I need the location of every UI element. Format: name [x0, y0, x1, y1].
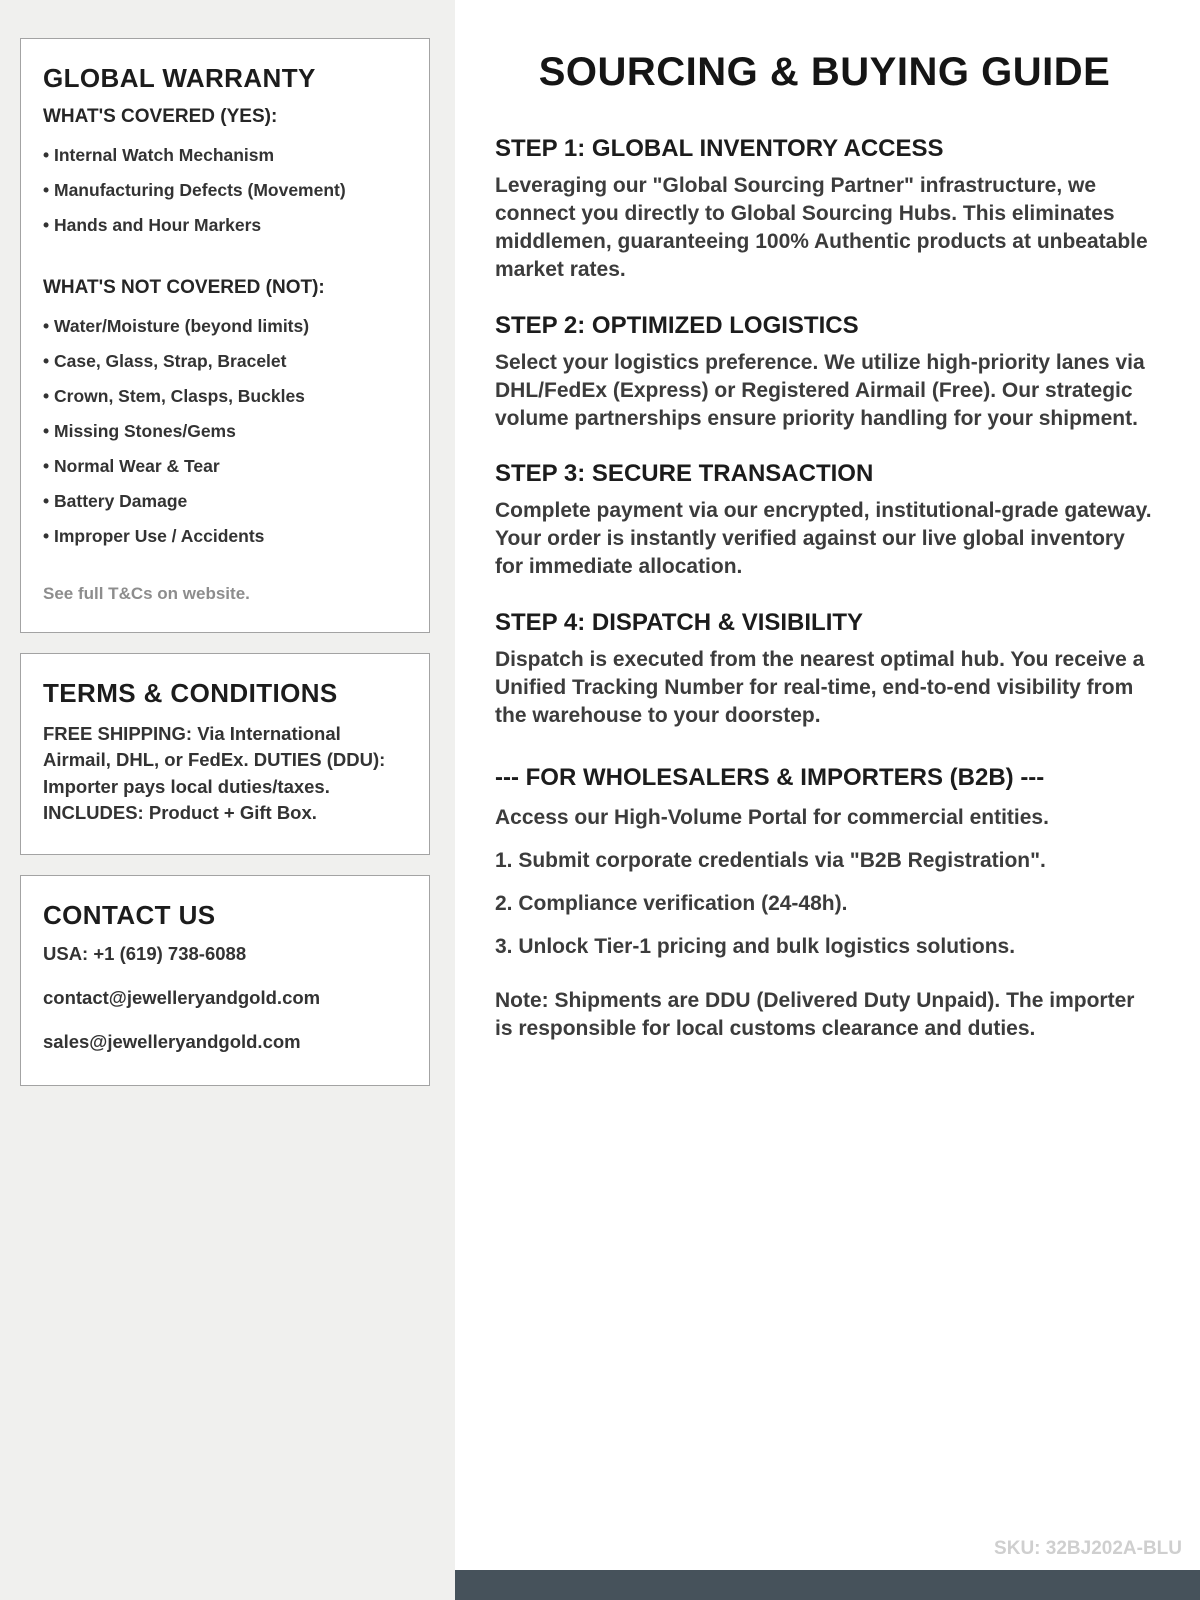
- list-item: • Water/Moisture (beyond limits): [43, 309, 405, 344]
- warranty-not-covered-title: WHAT'S NOT COVERED (NOT):: [43, 277, 325, 298]
- step-3-heading: STEP 3: SECURE TRANSACTION: [495, 460, 874, 488]
- warranty-covered-list: [43, 138, 405, 243]
- list-item: • Hands and Hour Markers: [43, 208, 405, 243]
- b2b-section: [495, 764, 1154, 1043]
- warranty-covered-title: WHAT'S COVERED (YES):: [43, 106, 278, 127]
- terms-panel: [20, 653, 430, 855]
- warranty-footnote: See full T&Cs on website.: [43, 584, 250, 603]
- contact-phone: USA: +1 (619) 738-6088: [43, 943, 247, 965]
- b2b-note: Note: Shipments are DDU (Delivered Duty Unpaid). The importer is responsible for local customs clearance and duties.: [495, 988, 1135, 1040]
- b2b-item-1: 1. Submit corporate credentials via "B2B Registration".: [495, 848, 1046, 872]
- b2b-intro: Access our High-Volume Portal for commercial entities.: [495, 805, 1049, 829]
- step-1-heading: STEP 1: GLOBAL INVENTORY ACCESS: [495, 135, 944, 162]
- step-1-body: Leveraging our "Global Sourcing Partner" infrastructure, we connect you directly to Global Sourcing Hubs. This eliminates middlemen, guaranteeing 100% Authentic products at unbeatable market rates.: [495, 174, 1148, 281]
- step-2-heading: STEP 2: OPTIMIZED LOGISTICS: [495, 311, 859, 339]
- step-1: [495, 135, 1154, 284]
- contact-email-sales: sales@jewelleryandgold.com: [43, 1031, 301, 1053]
- page-title: SOURCING & BUYING GUIDE: [538, 50, 1111, 94]
- sku-label: SKU: 32BJ202A-BLU: [994, 1538, 1182, 1559]
- footer-bar: [455, 1570, 1200, 1600]
- list-item: • Missing Stones/Gems: [43, 414, 405, 449]
- step-4-heading: STEP 4: DISPATCH & VISIBILITY: [495, 609, 864, 637]
- list-item: • Case, Glass, Strap, Bracelet: [43, 344, 405, 379]
- b2b-heading: --- FOR WHOLESALERS & IMPORTERS (B2B) ---: [495, 763, 1045, 791]
- warranty-not-covered-list: [43, 309, 405, 554]
- contact-email: contact@jewelleryandgold.com: [43, 987, 321, 1009]
- list-item: • Improper Use / Accidents: [43, 519, 405, 554]
- step-4: [495, 609, 1154, 730]
- list-item: • Internal Watch Mechanism: [43, 138, 405, 173]
- contact-panel: [20, 875, 430, 1086]
- list-item: • Battery Damage: [43, 484, 405, 519]
- sidebar: [0, 0, 455, 1600]
- step-2: [495, 312, 1154, 433]
- list-item: • Manufacturing Defects (Movement): [43, 173, 405, 208]
- warranty-panel: [20, 38, 430, 633]
- terms-body: FREE SHIPPING: Via International Airmail, DHL, or FedEx. DUTIES (DDU): Importer pays local duties/taxes. INCLUDES: Product + Gift Box.: [43, 723, 386, 823]
- list-item: • Normal Wear & Tear: [43, 449, 405, 484]
- b2b-item-2: 2. Compliance verification (24-48h).: [495, 891, 848, 915]
- b2b-item-3: 3. Unlock Tier-1 pricing and bulk logistics solutions.: [495, 934, 1016, 958]
- step-2-body: Select your logistics preference. We utilize high-priority lanes via DHL/FedEx (Express) or Registered Airmail (Free). Our strategic volume partnerships ensure priority handling for your shipment.: [495, 350, 1145, 430]
- step-4-body: Dispatch is executed from the nearest optimal hub. You receive a Unified Tracking Number for real-time, end-to-end visibility from the warehouse to your doorstep.: [495, 648, 1145, 728]
- step-3-body: Complete payment via our encrypted, institutional-grade gateway. Your order is instantly verified against our live global inventory for immediate allocation.: [495, 499, 1152, 579]
- contact-title: CONTACT US: [43, 900, 216, 931]
- terms-title: TERMS & CONDITIONS: [43, 678, 338, 708]
- step-3: [495, 460, 1154, 581]
- list-item: • Crown, Stem, Clasps, Buckles: [43, 379, 405, 414]
- main-content: [455, 0, 1200, 1600]
- warranty-title: GLOBAL WARRANTY: [43, 63, 316, 93]
